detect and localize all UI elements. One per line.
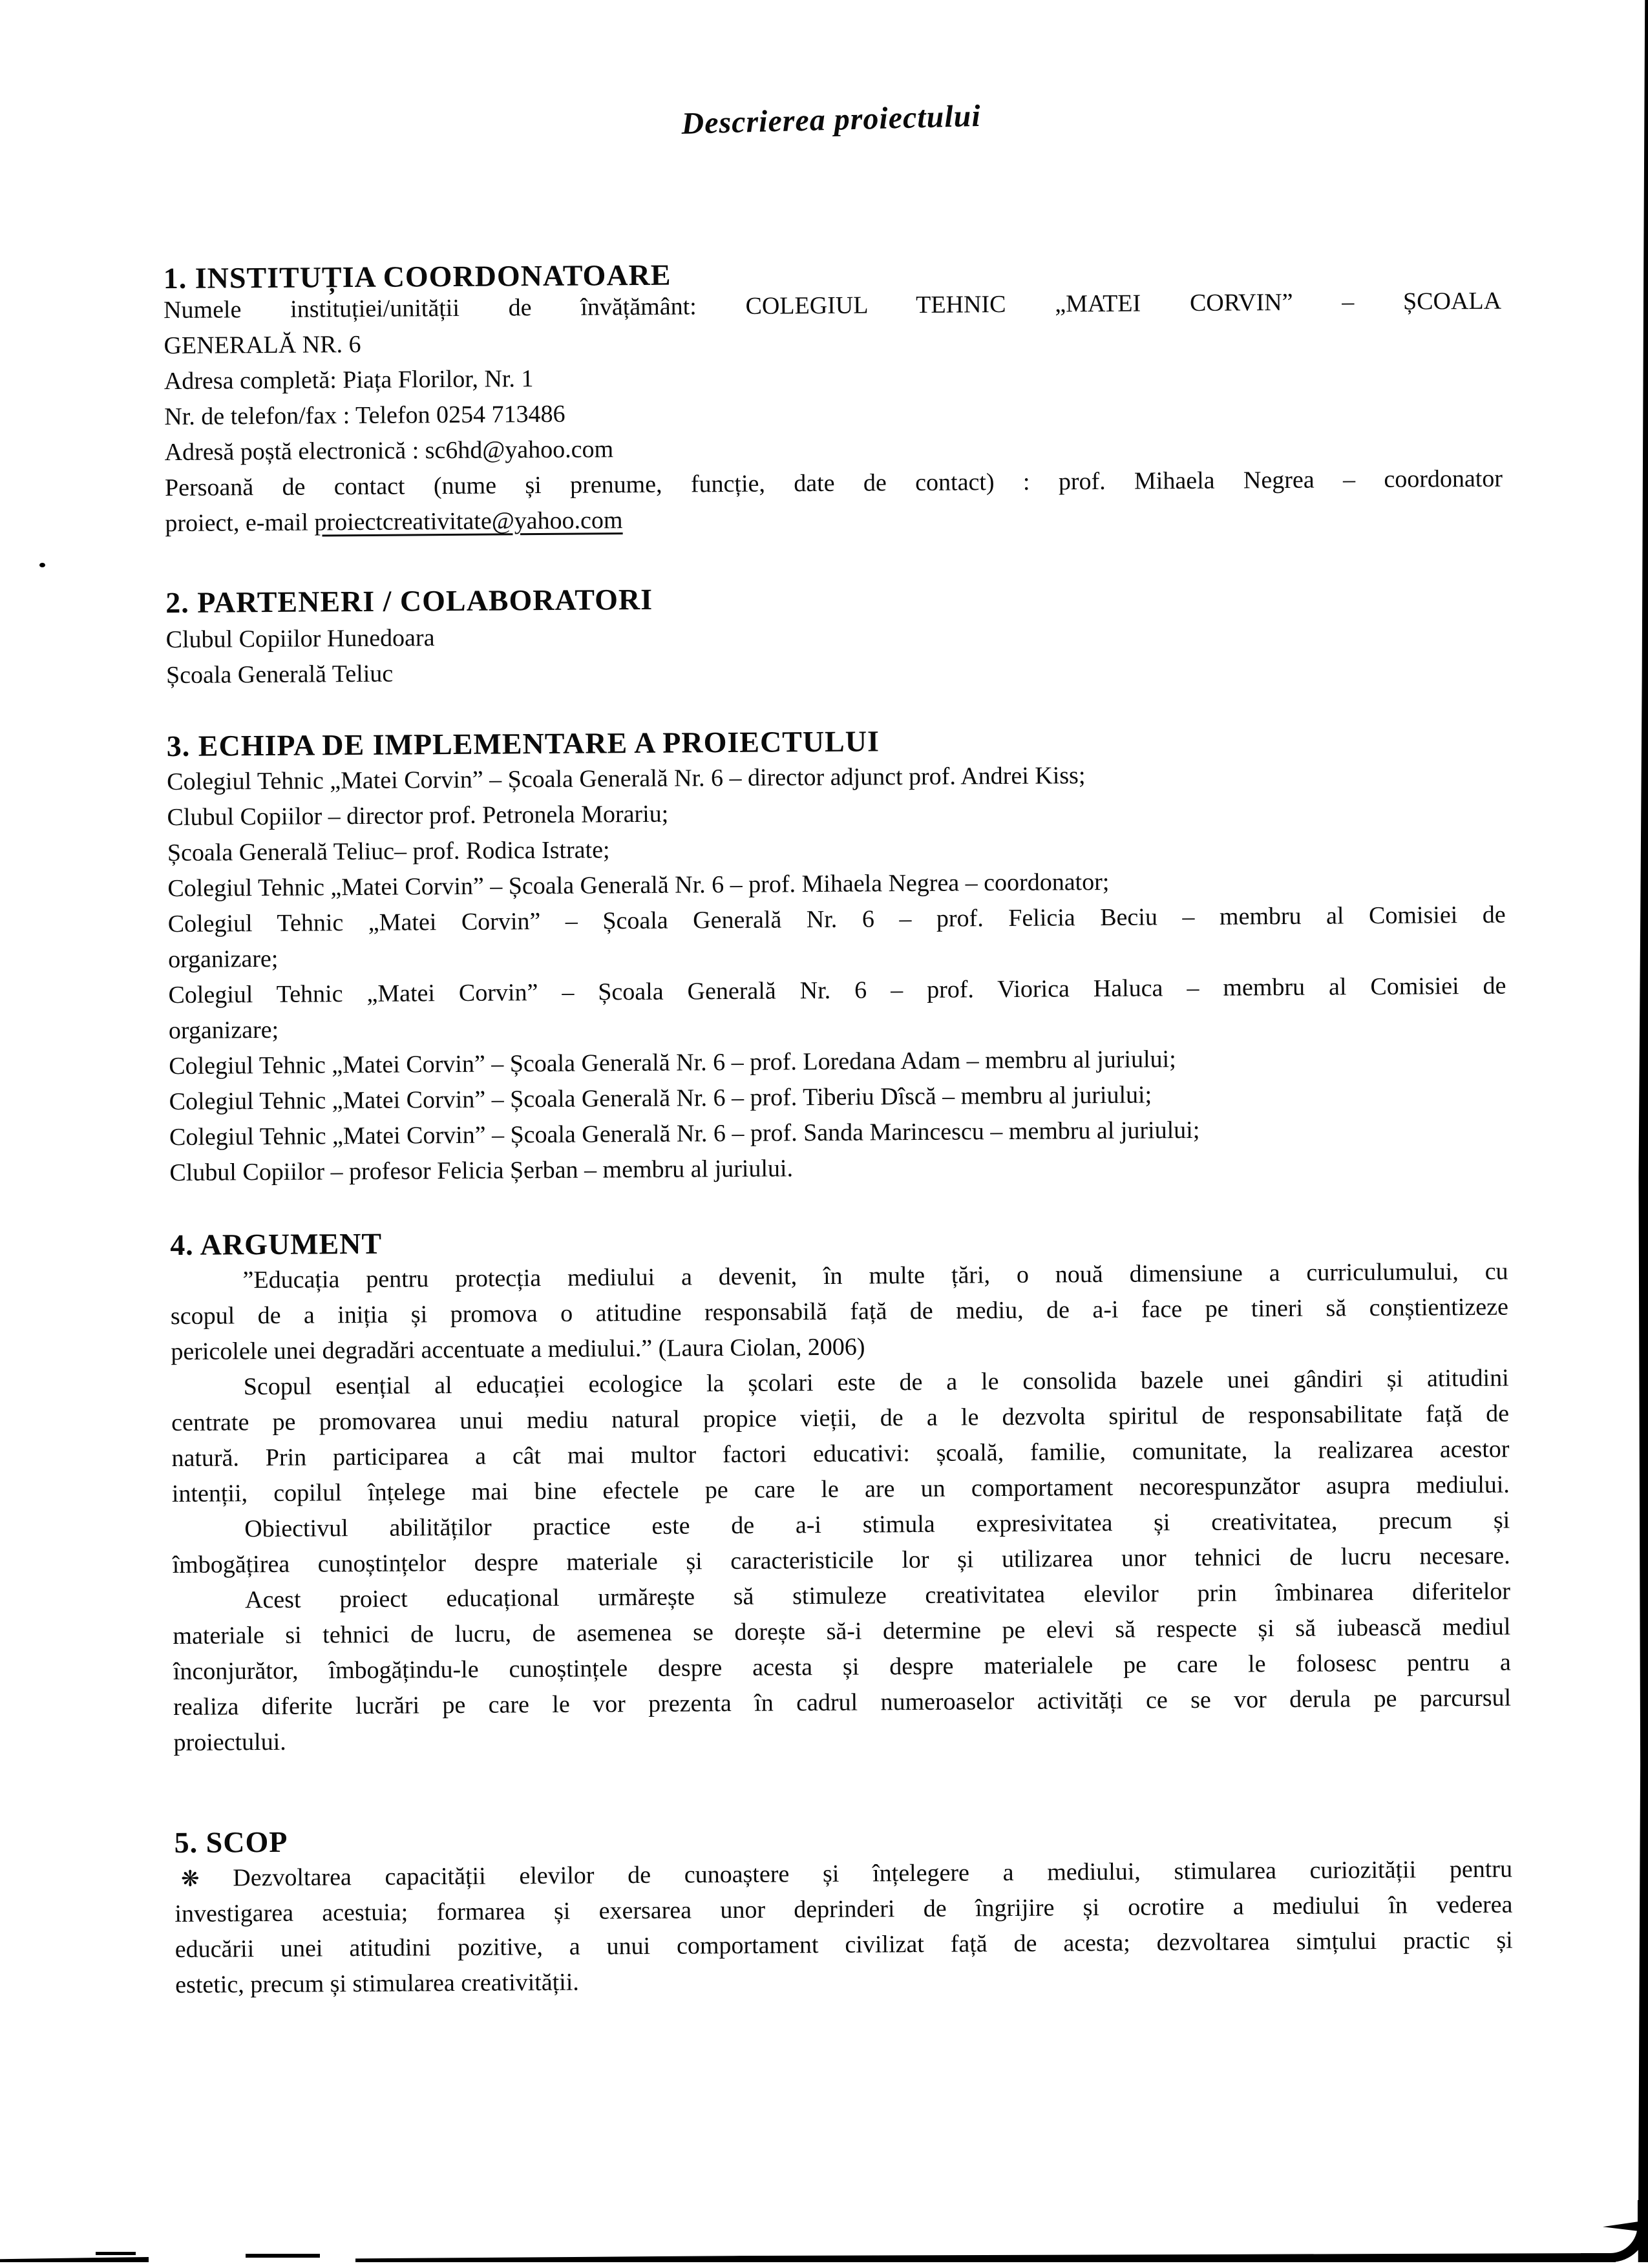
team-member-line-cont: organizare; (167, 945, 279, 974)
argument-text-line: materiale si tehnici de lucru, de asemenea se dorește să-i determine pe elevi să respecte și să iubească mediul (173, 1613, 1511, 1650)
argument-text-line: Scopul esențial al educației ecologice la școlari este de a le consolida bazele unei gândiri și atitudini (243, 1364, 1509, 1401)
team-member-line: Clubul Copiilor – director prof. Petronela Morariu; (167, 800, 669, 832)
team-member-line: Colegiul Tehnic „Matei Corvin” – Școala Generală Nr. 6 – prof. Sanda Marincescu – membru al juriului; (169, 1116, 1200, 1151)
section-2-body (165, 613, 1504, 693)
scope-text-line: estetic, precum și stimularea creativității. (175, 1968, 579, 1999)
argument-text-line: pericolele unei degradări accentuate a mediului.” (Laura Ciolan, 2006) (171, 1333, 865, 1366)
page-title: Descrierea proiectului (681, 98, 982, 141)
argument-text-line: Obiectivul abilităților practice este de a-i stimula expresivitatea și creativitatea, precum și (244, 1506, 1510, 1543)
argument-text-line: proiectului. (173, 1728, 286, 1757)
section-5-body (174, 1852, 1513, 2003)
team-member-line: Clubul Copiilor – profesor Felicia Șerban – membru al juriului. (169, 1155, 794, 1187)
team-member-line: Colegiul Tehnic „Matei Corvin” – Școala Generală Nr. 6 – prof. Felicia Beciu – membru al Comisiei de (167, 901, 1506, 938)
email-line: Adresă poștă electronică : sc6hd@yahoo.com (164, 436, 614, 467)
section-3-body (167, 755, 1508, 1191)
address-line: Adresa completă: Piața Florilor, Nr. 1 (164, 365, 534, 395)
argument-text-line: centrate pe promovarea unui mediu natural propice vieții, de a le dezvolta spiritul de responsabilitate față de (171, 1400, 1510, 1437)
contact-person-line: Persoană de contact (nume și prenume, funcție, date de contact) : prof. Mihaela Negrea – coordonator (164, 465, 1503, 502)
institution-name-line-2: GENERALĂ NR. 6 (164, 330, 361, 360)
team-member-line: Colegiul Tehnic „Matei Corvin” – Școala Generală Nr. 6 – director adjunct prof. Andrei Kiss; (167, 762, 1086, 796)
scan-artifact-bottom-dash (246, 2254, 320, 2258)
section-2-heading: 2. PARTENERI / COLABORATORI (165, 582, 653, 620)
section-4-heading: 4. ARGUMENT (170, 1226, 383, 1262)
section-1-body (164, 284, 1503, 541)
scope-text-line: investigarea acestuia; formarea și exersarea unor deprinderi de îngrijire și ocrotire a mediului în vederea (174, 1891, 1513, 1928)
team-member-line: Colegiul Tehnic „Matei Corvin” – Școala Generală Nr. 6 – prof. Loredana Adam – membru al juriului; (169, 1045, 1176, 1080)
team-member-line: Colegiul Tehnic „Matei Corvin” – Școala Generală Nr. 6 – prof. Tiberiu Dîscă – membru al juriului; (169, 1081, 1152, 1116)
flower-bullet-icon: ❋ (180, 1865, 200, 1892)
phone-line: Nr. de telefon/fax : Telefon 0254 713486 (164, 400, 565, 431)
section-1-heading: 1. INSTITUȚIA COORDONATOARE (163, 258, 671, 295)
argument-text-line: natură. Prin participarea a cât mai multor factori educativi: școală, familie, comunitate, la realizarea acestor (171, 1435, 1510, 1473)
contact-email-prefix: proiect, e-mail (165, 509, 315, 538)
argument-text-line: înconjurător, îmbogățindu-le cunoștințele despre acesta și despre materialele pe care le folosesc pentru a (173, 1648, 1511, 1686)
argument-text-line: realiza diferite lucrări pe care le vor prezenta în cadrul numeroaselor activități ce se vor derula pe parcursul (173, 1684, 1512, 1721)
scope-text-line: educării unei atitudini pozitive, a unui comportament civilizat față de acesta; dezvoltarea simțului practic și (174, 1926, 1513, 1964)
team-member-line-cont: organizare; (168, 1016, 279, 1045)
argument-text-line: scopul de a iniția și promova o atitudine responsabilă față de mediu, de a-i face pe tineri să conștientizeze (170, 1293, 1509, 1330)
scan-artifact-ink-dot (39, 563, 45, 567)
partner-item: Clubul Copiilor Hunedoara (165, 624, 435, 654)
argument-text-line: ”Educația pentru protecția mediului a devenit, în multe țări, o nouă dimensiune a curriculumului, cu (242, 1257, 1508, 1294)
scan-artifact-bottom-dash (96, 2252, 136, 2255)
argument-text-line: îmbogățirea cunoștințelor despre materiale și caracteristicile lor și utilizarea unor tehnici de lucru necesare. (172, 1542, 1510, 1579)
scope-text-start: Dezvoltarea capacității elevilor de cunoaștere și înțelegere a mediului, stimularea curiozității pentru (233, 1855, 1513, 1892)
section-3-heading: 3. ECHIPA DE IMPLEMENTARE A PROIECTULUI (166, 724, 880, 763)
team-member-line: Colegiul Tehnic „Matei Corvin” – Școala Generală Nr. 6 – prof. Mihaela Negrea – coordonator; (167, 868, 1110, 903)
argument-text-line: intenții, copilul înțelege mai bine efectele pe care le are un comportament necorespunzător asupra mediului. (171, 1471, 1510, 1508)
team-member-line: Colegiul Tehnic „Matei Corvin” – Școala Generală Nr. 6 – prof. Viorica Haluca – membru al Comisiei de (168, 972, 1506, 1009)
contact-email-link: proiectcreativitate@yahoo.com (314, 507, 623, 536)
institution-name-line: Numele instituției/unității de învățământ: COLEGIUL TEHNIC „MATEI CORVIN” – ȘCOALA (163, 287, 1502, 324)
partner-item: Școala Generală Teliuc (165, 660, 394, 689)
team-member-line: Școala Generală Teliuc– prof. Rodica Istrate; (167, 836, 610, 867)
section-5-heading: 5. SCOP (174, 1825, 288, 1860)
section-4-body (170, 1254, 1511, 1761)
argument-text-line: Acest proiect educațional urmărește să stimuleze creativitatea elevilor prin îmbinarea diferitelor (244, 1577, 1511, 1614)
